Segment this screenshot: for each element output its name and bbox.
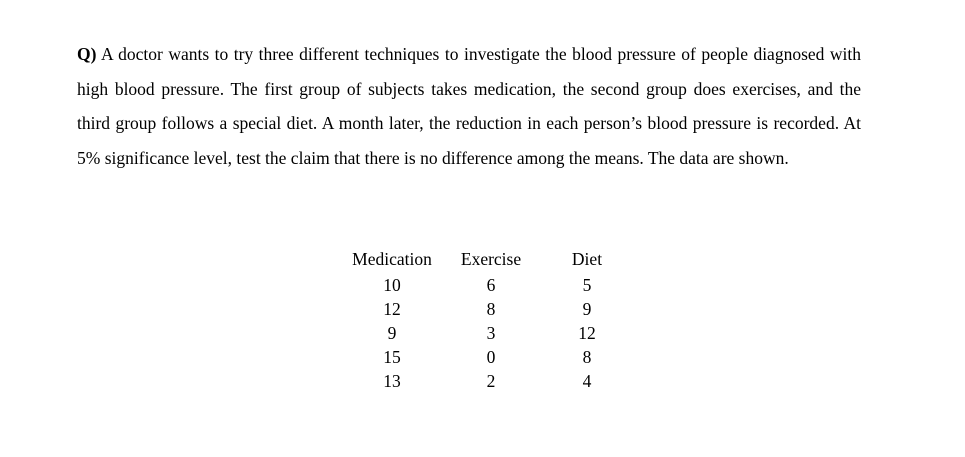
table-row — [340, 345, 624, 369]
cell-diet: 5 — [582, 275, 592, 295]
table-row — [340, 369, 624, 393]
table-row — [340, 273, 624, 297]
table-row — [340, 321, 624, 345]
cell-medication: 10 — [383, 275, 401, 295]
data-table — [340, 249, 624, 393]
cell-exercise: 2 — [486, 371, 496, 391]
table-header-row — [340, 249, 624, 273]
cell-exercise: 8 — [486, 299, 496, 319]
question-paragraph — [77, 37, 861, 175]
cell-medication: 12 — [383, 299, 401, 319]
cell-diet: 9 — [582, 299, 592, 319]
cell-diet: 8 — [582, 347, 592, 367]
cell-medication: 9 — [387, 323, 397, 343]
cell-diet: 12 — [578, 323, 596, 343]
cell-medication: 15 — [383, 347, 401, 367]
cell-exercise: 6 — [486, 275, 496, 295]
header-medication: Medication — [352, 249, 432, 269]
header-exercise: Exercise — [460, 249, 522, 269]
header-diet: Diet — [571, 249, 603, 269]
table-row — [340, 297, 624, 321]
question-label: Q) — [77, 44, 97, 64]
cell-exercise: 0 — [486, 347, 496, 367]
cell-medication: 13 — [383, 371, 401, 391]
question-text: A doctor wants to try three different techniques to investigate the blood pressure of people diagnosed with high blood pressure. The first group of subjects takes medication, the second group does exercises, and the third group follows a special diet. A month later, the reduction in each person’s blood pressure is recorded. At 5% significance level, test the claim that there is no difference among the means. The data are shown. — [77, 44, 861, 168]
cell-exercise: 3 — [486, 323, 496, 343]
cell-diet: 4 — [582, 371, 592, 391]
